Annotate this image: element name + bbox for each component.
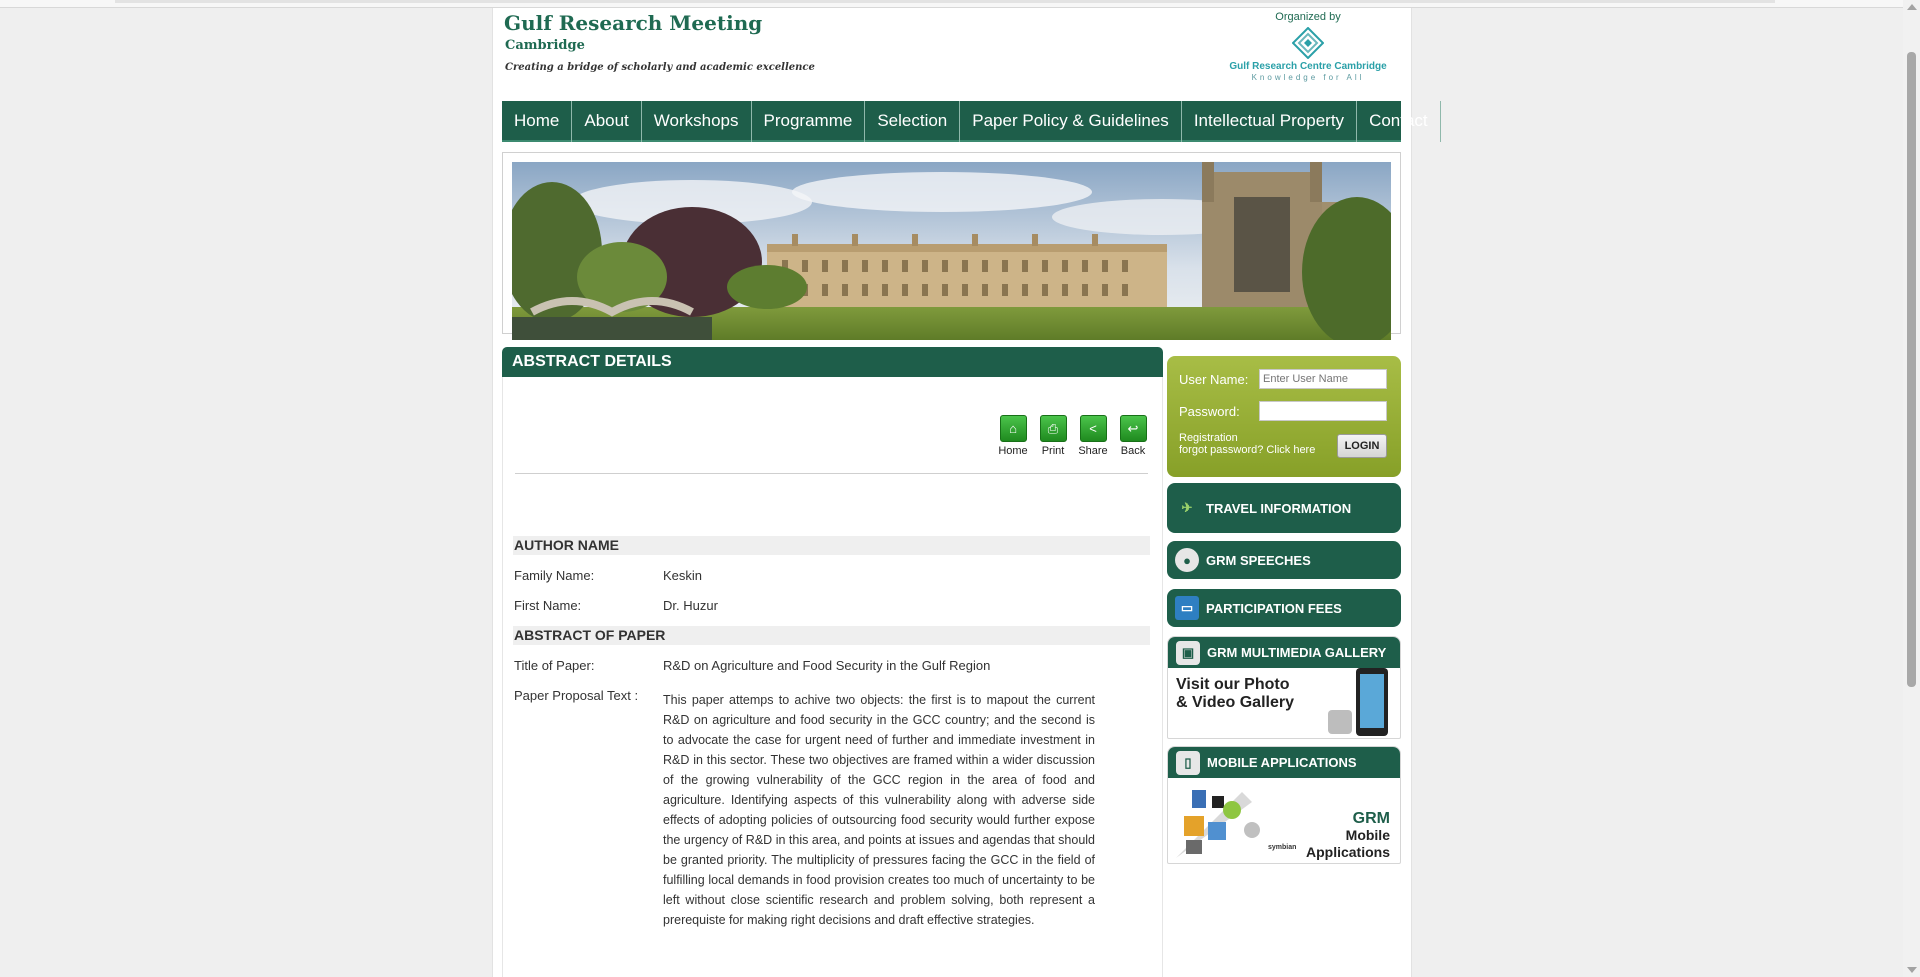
toolbar-home-button[interactable]	[993, 415, 1033, 457]
grm-speeches-button[interactable]	[1167, 541, 1401, 579]
paper-title-value: R&D on Agriculture and Food Security in the Gulf Region	[663, 658, 991, 673]
login-button[interactable]: LOGIN	[1337, 434, 1387, 458]
toolbar-back-button[interactable]	[1113, 415, 1153, 457]
site-title[interactable]: Gulf Research Meeting	[504, 11, 763, 35]
family-name-value: Keskin	[663, 568, 703, 583]
share-icon: <	[1080, 415, 1107, 442]
proposal-text-value: This paper attemps to achive two objects: the first is to mapout the current R&D on agriculture and food security in the GCC country; and the second is to advocate the case for urgent need of further and immediate investment in R&D in this sector. These two objectives are framed within a wider discussion of the growing vulnerability of the GCC region in the area of food and agriculture. Identifying aspects of this vulnerability along with adverse side effects of adopting policies of outsourcing food security would further expose the urgency of R&D in this area, and points at issues and agendas that should be granted priority. The multiplicity of pressures facing the GCC in the field of fulfilling local demands in food provision creates too much of uncertainty to be left without close scientific research and problem solving, both represent a prerequiste for making right decisions and draft effective strategies.	[663, 693, 1095, 927]
browser-top-strip	[0, 0, 1920, 8]
toolbar-back-label: Back	[1120, 445, 1146, 457]
username-input[interactable]	[1259, 369, 1387, 389]
toolbar-print-button[interactable]	[1033, 415, 1073, 457]
mobile-applications-title: MOBILE APPLICATIONS	[1207, 755, 1357, 770]
toolbar-share-label: Share	[1078, 445, 1108, 457]
printer-icon: ⎙	[1040, 415, 1067, 442]
registration-link[interactable]: Registration	[1179, 432, 1238, 444]
nav-selection[interactable]: Selection	[865, 101, 960, 142]
organizer-name: Gulf Research Centre Cambridge	[1229, 61, 1387, 72]
mobile-promo-line-3: Applications	[1305, 844, 1390, 860]
back-arrow-icon: ↩	[1120, 415, 1147, 442]
main-nav	[502, 101, 1428, 142]
divider	[515, 473, 1148, 474]
speaker-icon: ●	[1175, 548, 1199, 572]
page-scrollbar[interactable]	[1903, 0, 1920, 977]
password-input[interactable]	[1259, 401, 1387, 421]
scroll-up-arrow-icon[interactable]	[1907, 4, 1917, 10]
page-container	[492, 8, 1428, 977]
abstract-details-heading: ABSTRACT DETAILS	[502, 347, 1163, 377]
first-name-value: Dr. Huzur	[663, 598, 718, 613]
forgot-password-link[interactable]: forgot password? Click here	[1179, 444, 1316, 456]
toolbar-home-label: Home	[998, 445, 1028, 457]
nav-about[interactable]: About	[572, 101, 641, 142]
gallery-promo-text: Visit our Photo & Video Gallery	[1176, 676, 1294, 711]
toolbar-print-label: Print	[1041, 445, 1065, 457]
family-name-label: Family Name:	[514, 568, 595, 583]
scroll-down-arrow-icon[interactable]	[1907, 967, 1917, 973]
site-tagline: Creating a bridge of scholarly and academic excellence	[505, 62, 815, 73]
organized-by-label: Organized by	[1275, 11, 1341, 23]
abstract-of-paper-section: ABSTRACT OF PAPER	[513, 626, 1150, 645]
mobile-applications-card[interactable]	[1167, 746, 1401, 864]
participation-fees-button[interactable]	[1167, 589, 1401, 627]
multimedia-gallery-card[interactable]	[1167, 636, 1401, 739]
cambridge-banner-image	[512, 162, 1391, 340]
scrollbar-thumb[interactable]	[1907, 52, 1916, 687]
card-icon: ▭	[1175, 596, 1199, 620]
grc-logo-icon	[1292, 27, 1324, 59]
cambridge-banner	[502, 152, 1401, 334]
username-label: User Name:	[1179, 372, 1249, 387]
multimedia-gallery-title: GRM MULTIMEDIA GALLERY	[1207, 645, 1387, 660]
site-subtitle: Cambridge	[505, 38, 585, 53]
paper-title-label: Title of Paper:	[514, 658, 595, 673]
action-toolbar	[993, 415, 1153, 457]
participation-fees-label: PARTICIPATION FEES	[1206, 600, 1342, 616]
travel-information-button[interactable]	[1167, 483, 1401, 533]
grm-speeches-label: GRM SPEECHES	[1206, 552, 1311, 568]
browser-top-strip-inner	[115, 0, 1775, 3]
nav-workshops[interactable]: Workshops	[642, 101, 752, 142]
gallery-icon: ▣	[1176, 641, 1200, 665]
organizer-motto: Knowledge for All	[1251, 73, 1365, 82]
mobile-promo-line-2: Mobile	[1345, 827, 1390, 843]
abstract-details-panel	[502, 377, 1163, 977]
house-icon: ⌂	[1000, 415, 1027, 442]
nav-intellectual-property[interactable]: Intellectual Property	[1182, 101, 1357, 142]
mobile-promo-text	[1306, 810, 1390, 861]
mobile-applications-body	[1168, 778, 1400, 864]
login-box	[1167, 356, 1401, 477]
hand-image	[1328, 710, 1352, 734]
proposal-text-label: Paper Proposal Text :	[514, 688, 639, 703]
app-platforms-image	[1172, 782, 1282, 862]
multimedia-gallery-header	[1168, 637, 1400, 668]
password-label: Password:	[1179, 404, 1240, 419]
airplane-icon: ✈	[1181, 500, 1193, 515]
nav-programme[interactable]: Programme	[752, 101, 866, 142]
author-name-section: AUTHOR NAME	[513, 536, 1150, 555]
organizer-logo-block[interactable]	[1213, 11, 1403, 82]
first-name-label: First Name:	[514, 598, 582, 613]
mobile-promo-line-1: GRM	[1352, 810, 1390, 827]
nav-home[interactable]: Home	[502, 101, 572, 142]
mobile-applications-header	[1168, 747, 1400, 778]
mobile-phone-icon: ▯	[1176, 751, 1200, 775]
multimedia-gallery-body	[1168, 668, 1400, 739]
symbian-label: symbian	[1268, 844, 1297, 851]
nav-paper-policy[interactable]: Paper Policy & Guidelines	[960, 101, 1182, 142]
nav-contact[interactable]: Contact	[1357, 101, 1441, 142]
phone-screen-image	[1360, 674, 1384, 728]
toolbar-share-button[interactable]	[1073, 415, 1113, 457]
travel-information-label: TRAVEL INFORMATION	[1206, 500, 1352, 516]
